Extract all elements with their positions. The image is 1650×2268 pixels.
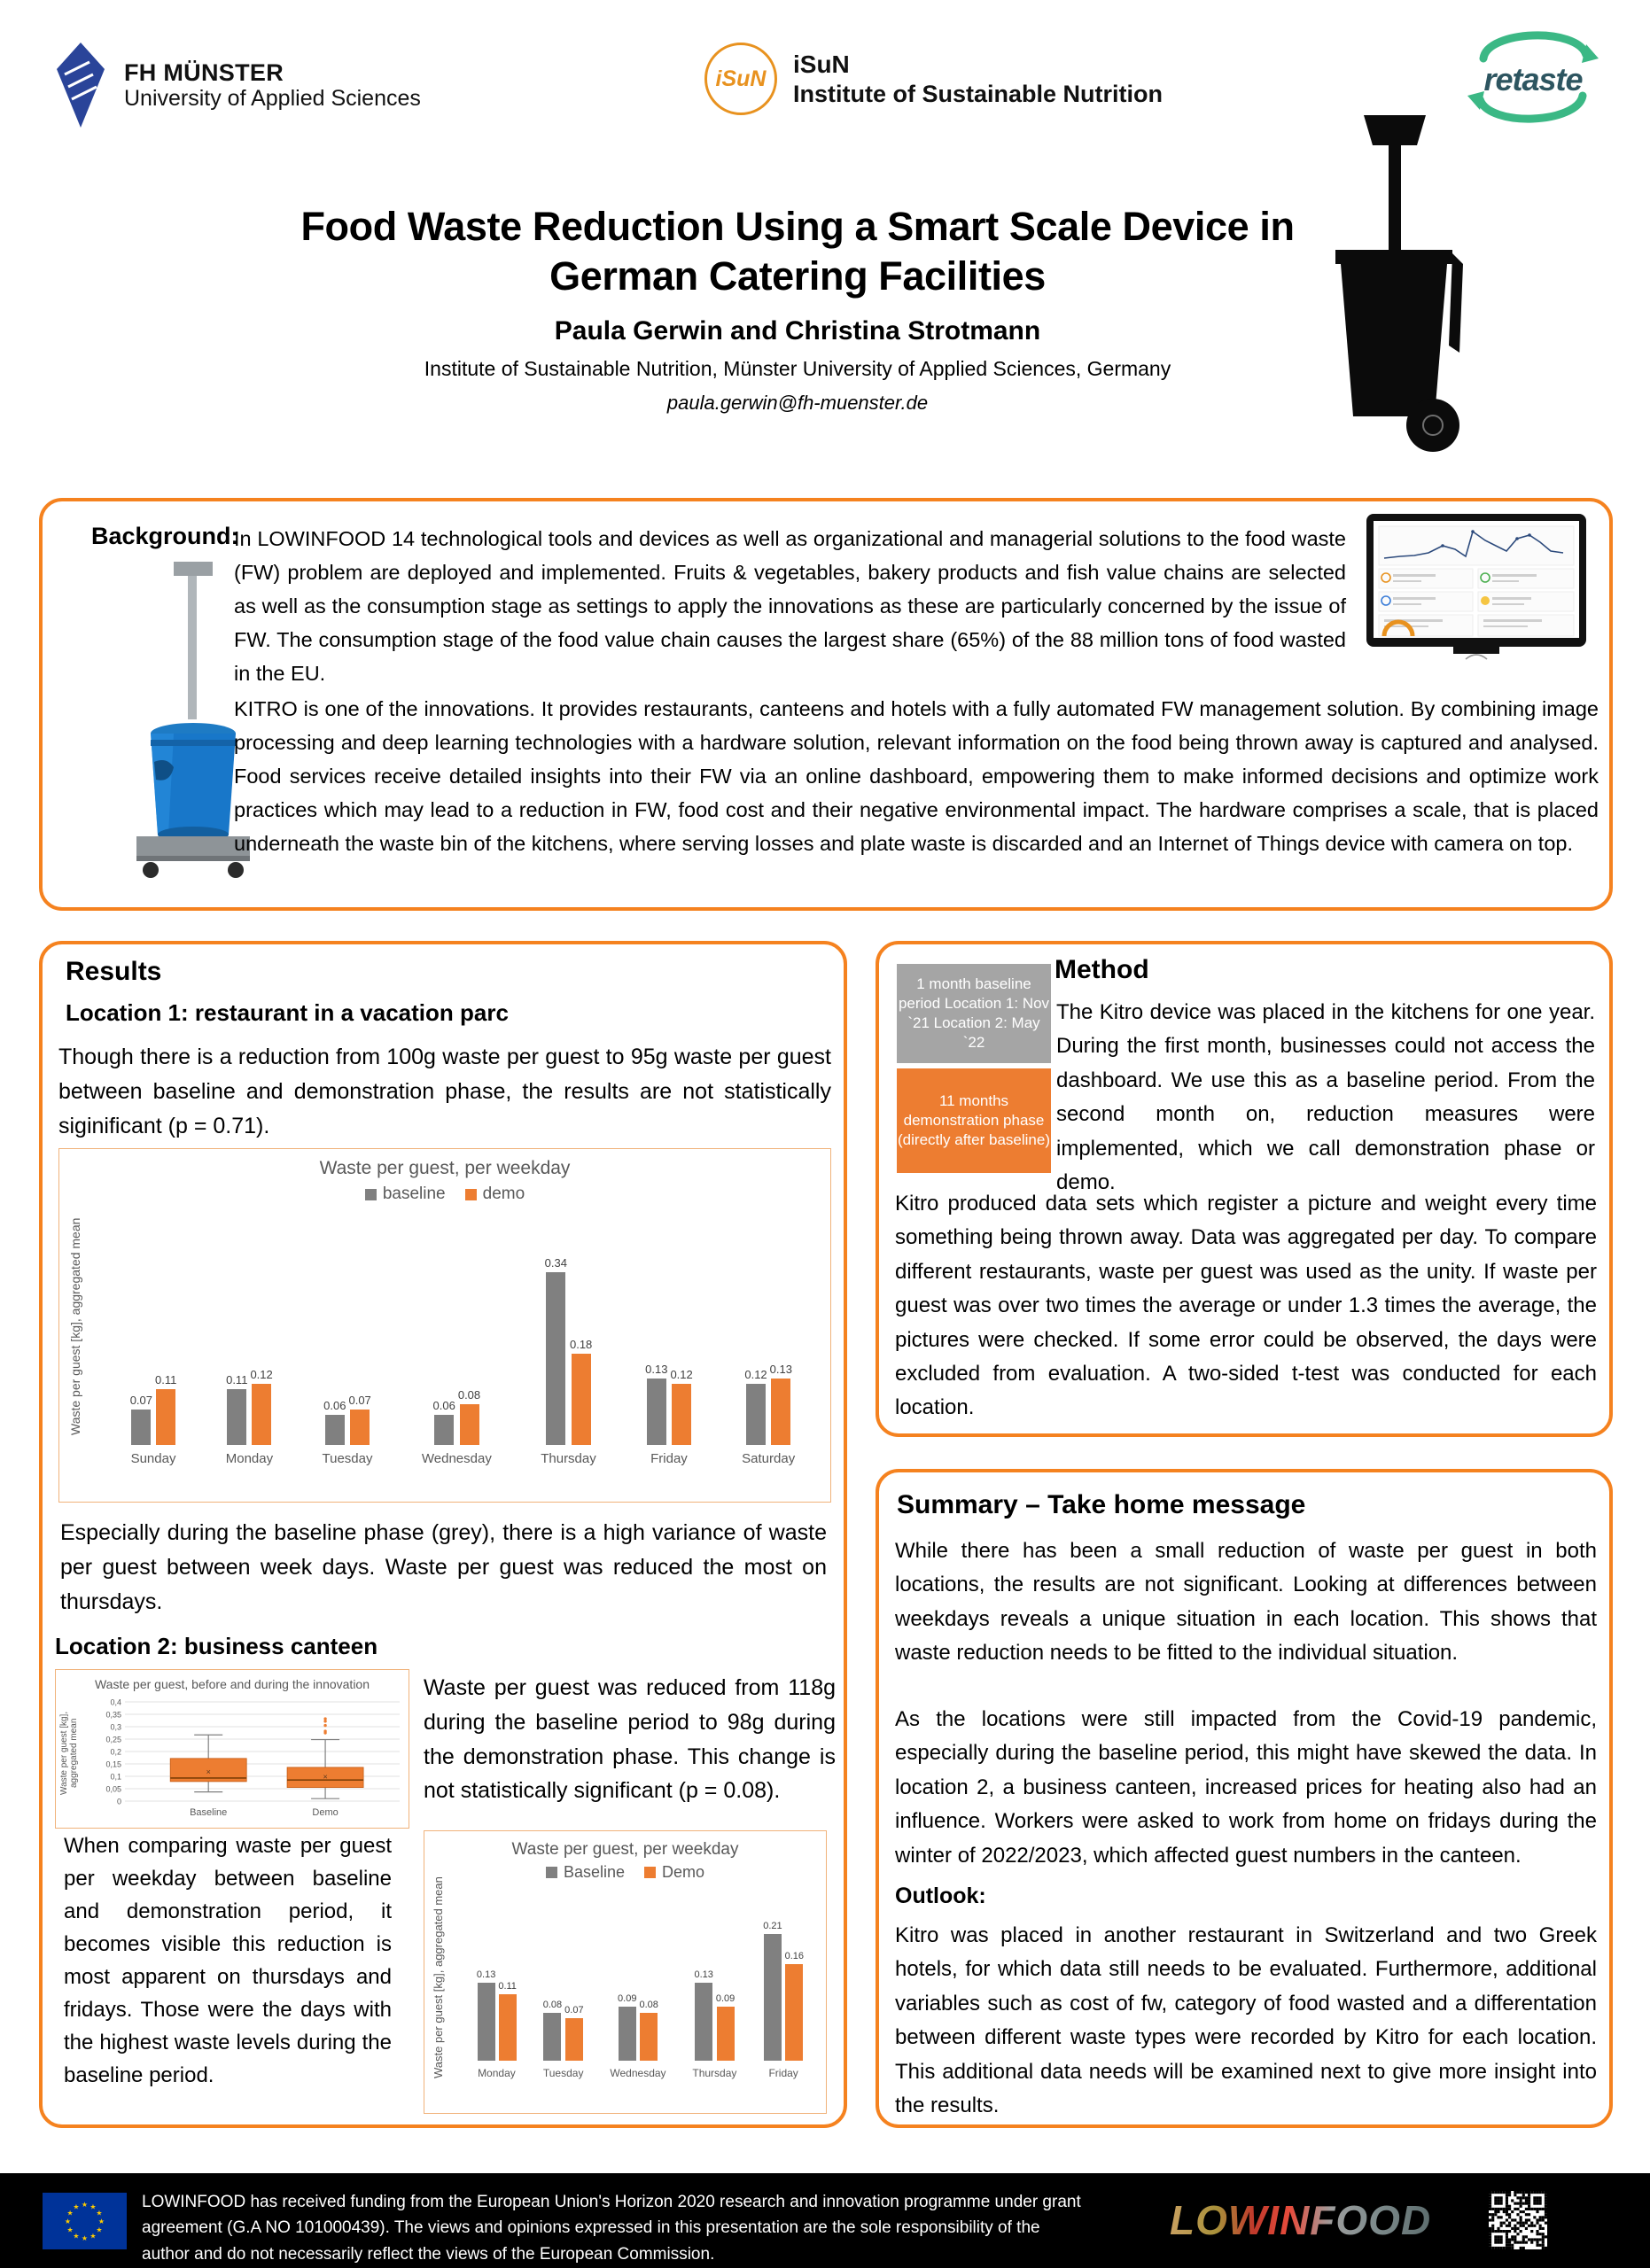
chart-bar-pair	[226, 1227, 273, 1445]
chart-bar-value-label: 0.12	[250, 1368, 273, 1381]
chart-bar-pair	[323, 1227, 371, 1445]
chart1-legend-swatch-1	[465, 1189, 477, 1200]
qr-code-icon[interactable]	[1489, 2191, 1547, 2249]
chart-bar-value-label: 0.11	[226, 1372, 248, 1386]
method-heading: Method	[1055, 955, 1149, 984]
chart-bar-value-label: 0.07	[348, 1393, 371, 1407]
chart2-title: Waste per guest, before and during the innovation	[94, 1677, 370, 1691]
chart2-y-tick-label: 0,25	[105, 1735, 121, 1744]
isun-logo-text	[793, 50, 1163, 108]
chart-bar-wrapper	[639, 1893, 658, 2061]
chart1-y-axis-label: Waste per guest [kg], aggregated mean	[68, 1217, 82, 1435]
chart-category-group	[543, 1893, 584, 2079]
chart-bar-pair	[618, 1893, 658, 2061]
chart-waste-per-weekday-location1	[58, 1148, 831, 1503]
location2-heading: Location 2: business canteen	[55, 1633, 378, 1659]
fh-diamond-icon	[53, 43, 108, 128]
chart3-legend-label-1: Demo	[662, 1863, 705, 1881]
chart-bar-pair	[433, 1227, 481, 1445]
svg-text:★: ★	[81, 2234, 89, 2242]
summary-paragraph-2: As the locations were still impacted from the Covid-19 pandemic, especially during the baseline period, this might have skewed the data. In location 2, a business canteen, increased prices for heating also had an influence. Workers were asked to work from home on fridays during the winter of 2022/2023, which affected guest numbers in the canteen.	[895, 1707, 1597, 1868]
chart2-y-tick-label: 0,15	[105, 1759, 121, 1769]
chart-category-group	[645, 1227, 693, 1466]
chart-bar	[764, 1934, 782, 2061]
chart-category-label: Monday	[225, 1451, 274, 1466]
chart-bar-wrapper	[763, 1893, 782, 2061]
results-paragraph-3: When comparing waste per guest per weekday between baseline and demonstration period, it becomes visible this reduction is most apparent on thursdays and fridays. Those were the days with the highest waste levels during the baseline period.	[64, 1834, 392, 2087]
chart2-box	[170, 1735, 246, 1818]
svg-text:★: ★	[96, 2209, 103, 2218]
chart-bar-wrapper	[716, 1893, 735, 2061]
chart-bar	[717, 2007, 735, 2061]
background-label: Background:	[91, 523, 239, 549]
outlook-heading: Outlook:	[895, 1884, 986, 1908]
chart2-y-tick-label: 0,05	[105, 1784, 121, 1794]
chart-bar-pair	[744, 1227, 792, 1445]
chart-category-label: Wednesday	[421, 1451, 492, 1466]
results-heading: Results	[66, 957, 162, 986]
chart1-plot-area	[105, 1227, 820, 1466]
chart-bar-wrapper	[564, 1893, 583, 2061]
chart2-y-tick-label: 0,2	[110, 1747, 121, 1757]
chart2-y-axis-label: Waste per guest [kg], aggregated mean	[59, 1711, 79, 1796]
chart-bar	[572, 1354, 591, 1446]
chart-bar-value-label: 0.07	[564, 2005, 584, 2016]
poster-email: paula.gerwin@fh-muenster.de	[666, 391, 929, 414]
chart-category-group	[422, 1227, 492, 1466]
timeline-demo-box: 11 months demonstration phase (directly after baseline)	[897, 1068, 1051, 1173]
chart-bar-wrapper	[458, 1227, 480, 1445]
svg-text:★: ★	[90, 2202, 97, 2211]
chart-bar-value-label: 0.08	[639, 1999, 658, 2010]
poster-title: Food Waste Reduction Using a Smart Scale Device in German Catering Facilities	[300, 204, 1295, 299]
summary-paragraph-3: Kitro was placed in another restaurant in Switzerland and two Greek hotels, for which data still needs to be evaluated. Furthermore, additional variables such as cost of fw, category of food wasted and a differentation between different waste types were recorded by Kitro for each location. This additional data needs will be examined next to give more insight into the results.	[895, 1923, 1597, 2117]
chart2-outlier-point	[323, 1729, 326, 1732]
svg-text:★: ★	[90, 2232, 97, 2241]
chart-bar-value-label: 0.13	[476, 1969, 496, 1980]
chart-category-label: Tuesday	[322, 1451, 373, 1466]
footer-funding-text: LOWINFOOD has received funding from the European Union's Horizon 2020 research and innovation programme under grant agreement (G.A NO 101000439). The views and opinions expressed in this presentation are the sole responsibility of the author and do not necessarily reflect the views of the European Commission.	[142, 2193, 1081, 2264]
chart-bar	[460, 1404, 479, 1445]
chart-bar	[771, 1379, 790, 1445]
chart-bar-wrapper	[155, 1227, 176, 1445]
chart-bar-value-label: 0.13	[645, 1363, 668, 1377]
summary-paragraph-1: While there has been a small reduction of waste per guest in both locations, the results are not significant. Looking at differences between weekdays reveals a unique situation in each location. This shows that waste reduction needs to be fitted to the individual situation.	[895, 1539, 1597, 1666]
chart-bar-value-label: 0.08	[457, 1388, 481, 1402]
chart-bar	[252, 1384, 271, 1445]
svg-text:★: ★	[97, 2218, 105, 2225]
chart-category-label: Thursday	[541, 1451, 596, 1466]
chart1-title: Waste per guest, per weekday	[319, 1158, 571, 1178]
chart3-legend	[424, 1863, 826, 1882]
chart-bar	[227, 1389, 246, 1445]
chart2-y-tick-label: 0	[116, 1797, 121, 1806]
waste-bin-icon	[1318, 115, 1486, 461]
chart2-outlier-point	[323, 1724, 326, 1727]
chart2-category-label: Demo	[312, 1807, 339, 1818]
chart-bar-value-label: 0.34	[544, 1255, 567, 1270]
chart-bar-wrapper	[543, 1893, 562, 2061]
svg-text:★: ★	[73, 2232, 80, 2241]
chart-bar-wrapper	[694, 1893, 712, 2061]
chart3-legend-item-1	[644, 1863, 704, 1882]
chart1-legend-label-0: baseline	[382, 1184, 446, 1203]
chart-bar	[325, 1415, 345, 1446]
chart-category-group	[323, 1227, 373, 1466]
results-paragraph-2: Especially during the baseline phase (grey), there is a high variance of waste per guest between week days. Waste per guest was reduced the most on thursdays.	[60, 1520, 827, 1614]
chart-bar-wrapper	[250, 1227, 272, 1445]
chart2-outlier-point	[323, 1717, 326, 1720]
isun-logo-line1: iSuN	[793, 50, 850, 78]
svg-text:★: ★	[73, 2202, 80, 2211]
chart3-plot-area	[463, 1893, 817, 2079]
chart-bar-wrapper	[226, 1227, 247, 1445]
chart3-legend-item-0	[546, 1863, 625, 1882]
chart2-y-tick-label: 0,3	[110, 1722, 121, 1732]
background-paragraph-1: In LOWINFOOD 14 technological tools and devices as well as organizational and managerial solutions to the food waste (FW) problem are deployed and implemented. Fruits & vegetables, bakery products and fish value chains are selected as well as the consumption stage as settings to apply the innovations as these are particularly concerned by the issue of FW. The consumption stage of the food value chain causes the largest share (65%) of the 88 million tons of food wasted in the EU.	[234, 527, 1346, 686]
chart-bar-wrapper	[645, 1227, 667, 1445]
chart-bar-wrapper	[433, 1227, 455, 1445]
lowinfood-wordmark: LOWINFOOD	[1170, 2197, 1432, 2243]
retaste-wordmark: retaste	[1483, 61, 1583, 97]
chart-category-label: Thursday	[692, 2067, 737, 2079]
chart-bar-value-label: 0.13	[769, 1363, 792, 1377]
background-paragraph-2: KITRO is one of the innovations. It provides restaurants, canteens and hotels with a fully automated FW management solution. By combining image processing and deep learning technologies with a hardware solution, relevant information on the food being thrown away is captured and analysed. Food services receive detailed insights into their FW via an online dashboard, empowering them to make informed decisions and optimize work practices which may lead to a reduction in FW, food cost and their negative environmental impact. The hardware comprises a scale, that is placed underneath the waste bin of the kitchens, where serving losses and plate waste is discarded and an Internet of Things device with camera on top.	[234, 697, 1599, 856]
fh-logo-line1: FH MÜNSTER	[124, 58, 284, 86]
chart-bar-wrapper	[130, 1227, 152, 1445]
chart-bar-value-label: 0.12	[744, 1368, 767, 1381]
chart-bar	[499, 1994, 517, 2061]
results-paragraph-4: Waste per guest was reduced from 118g during the baseline period to 98g during the demonstration phase. This change is not statistically significant (p = 0.08).	[424, 1675, 836, 1804]
chart-bar-wrapper	[770, 1227, 792, 1445]
background-panel	[39, 498, 1613, 911]
chart-bar-value-label: 0.08	[542, 1999, 563, 2010]
fh-muenster-logo	[53, 43, 421, 128]
svg-text:★: ★	[81, 2201, 89, 2209]
chart-bar-value-label: 0.11	[155, 1372, 177, 1386]
chart3-legend-swatch-1	[644, 1867, 656, 1878]
chart-bar-pair	[543, 1893, 584, 2061]
chart-bar	[543, 2013, 561, 2061]
chart3-y-axis-label: Waste per guest [kg], aggregated mean	[432, 1876, 445, 2078]
chart2-y-tick-label: 0,35	[105, 1710, 121, 1720]
chart-bar-wrapper	[670, 1227, 692, 1445]
chart-bar	[131, 1410, 151, 1445]
method-panel	[876, 941, 1613, 1437]
chart-bar-value-label: 0.06	[323, 1398, 346, 1412]
summary-heading: Summary – Take home message	[897, 1490, 1306, 1519]
chart-bar-wrapper	[498, 1893, 517, 2061]
chart3-title: Waste per guest, per weekday	[511, 1840, 739, 1859]
chart-bar	[565, 2018, 583, 2061]
chart-bar-wrapper	[323, 1227, 346, 1445]
chart-waste-per-weekday-location2	[424, 1830, 827, 2114]
chart-bar-wrapper	[785, 1893, 804, 2061]
eu-flag-icon	[43, 2193, 127, 2249]
chart-bar-value-label: 0.09	[618, 1992, 637, 2004]
chart-bar-value-label: 0.06	[432, 1398, 455, 1412]
isun-logo	[704, 43, 1163, 115]
chart-category-group	[226, 1227, 273, 1466]
chart2-plot-area	[102, 1697, 403, 1821]
chart-bar-wrapper	[477, 1893, 495, 2061]
chart-bar-pair	[694, 1893, 735, 2061]
svg-text:★: ★	[64, 2218, 72, 2225]
chart-category-label: Wednesday	[610, 2067, 666, 2079]
chart-bar-pair	[645, 1227, 693, 1445]
results-panel	[39, 941, 847, 2128]
svg-text:★: ★	[66, 2209, 74, 2218]
chart-bar-value-label: 0.12	[670, 1368, 693, 1381]
chart-bar	[746, 1384, 766, 1445]
chart2-mean-marker: ×	[206, 1767, 211, 1776]
method-paragraph-1: The Kitro device was placed in the kitchens for one year. During the first month, businesses could not access the dashboard. We use this as a baseline period. From the second month on, reduction measures were implemented, which we call demonstration phase or demo.	[1056, 1000, 1595, 1194]
kitro-dashboard-screenshot	[1361, 512, 1592, 672]
poster-title-block	[266, 202, 1329, 415]
results-paragraph-1: Though there is a reduction from 100g waste per guest to 95g waste per guest between baseline and demonstration phase, the results are not statistically siginificant (p = 0.71).	[58, 1045, 831, 1138]
chart1-legend-item-0	[365, 1184, 446, 1204]
chart-bar	[647, 1379, 666, 1445]
chart-category-group	[130, 1227, 177, 1466]
chart-bar-value-label: 0.09	[715, 1992, 735, 2004]
chart-bar	[640, 2013, 658, 2061]
summary-panel	[876, 1469, 1613, 2128]
isun-logo-line2: Institute of Sustainable Nutrition	[793, 80, 1163, 107]
chart-bar	[478, 1983, 495, 2061]
timeline-baseline-box: 1 month baseline period Location 1: Nov `21 Location 2: May `22	[897, 964, 1051, 1063]
chart-bar-pair	[545, 1227, 593, 1445]
svg-text:★: ★	[96, 2225, 103, 2234]
fh-logo-text	[124, 59, 421, 111]
chart2-category-label: Baseline	[190, 1807, 228, 1818]
chart1-legend-item-1	[465, 1184, 525, 1204]
chart-bar-value-label: 0.21	[763, 1921, 782, 1932]
chart-bar	[619, 2007, 636, 2061]
chart2-y-tick-label: 0,4	[110, 1697, 121, 1707]
chart-boxplot-location2	[55, 1669, 409, 1829]
chart-category-group	[541, 1227, 596, 1466]
chart-category-group	[477, 1893, 517, 2079]
poster-affiliation: Institute of Sustainable Nutrition, Münster University of Applied Sciences, Germany	[424, 356, 1171, 380]
poster-authors: Paula Gerwin and Christina Strotmann	[554, 315, 1041, 346]
chart-category-label: Friday	[650, 1451, 688, 1466]
chart2-box	[287, 1717, 363, 1818]
chart-bar	[546, 1272, 565, 1446]
chart-bar-value-label: 0.16	[784, 1951, 805, 1962]
chart-category-label: Sunday	[130, 1451, 176, 1466]
fh-logo-line2: University of Applied Sciences	[124, 86, 421, 112]
chart-bar-wrapper	[348, 1227, 370, 1445]
chart-category-group	[692, 1893, 736, 2079]
svg-text:★: ★	[66, 2225, 74, 2234]
chart-bar	[672, 1384, 691, 1445]
chart-bar-wrapper	[744, 1227, 767, 1445]
chart-category-label: Monday	[478, 2067, 516, 2079]
chart1-legend	[59, 1184, 830, 1204]
isun-circle-icon: iSuN	[704, 43, 777, 115]
chart-category-label: Tuesday	[542, 2067, 584, 2079]
chart-bar	[695, 1983, 712, 2061]
chart1-legend-swatch-0	[365, 1189, 377, 1200]
chart-bar-value-label: 0.18	[569, 1337, 593, 1351]
chart-bar-wrapper	[618, 1893, 636, 2061]
chart-bar-pair	[130, 1227, 177, 1445]
chart1-legend-label-1: demo	[482, 1184, 525, 1203]
chart-bar-wrapper	[545, 1227, 567, 1445]
chart-bar	[350, 1410, 370, 1445]
method-paragraph-2: Kitro produced data sets which register a picture and weight every time something being thrown away. Data was aggregated per day. To compare different restaurants, waste per guest was used as the unity. If waste per guest was over two times the average or under 1.3 times the average, the pictures were checked. If some error could be observed, the days were excluded from evaluation. A two-sided t-test was conducted for each location.	[895, 1192, 1597, 1420]
chart-bar	[785, 1964, 803, 2061]
chart-bar-value-label: 0.07	[129, 1393, 152, 1407]
chart2-y-tick-label: 0,1	[110, 1772, 121, 1782]
chart-bar-value-label: 0.11	[498, 1981, 517, 1992]
location1-heading: Location 1: restaurant in a vacation parc	[66, 999, 509, 1026]
chart-bar	[434, 1415, 454, 1446]
chart-bar-wrapper	[570, 1227, 592, 1445]
chart-bar-pair	[763, 1893, 804, 2061]
chart-bar	[156, 1389, 175, 1445]
chart-category-group	[763, 1893, 804, 2079]
chart-bar-pair	[477, 1893, 517, 2061]
chart2-mean-marker: ×	[323, 1772, 328, 1782]
chart-bar-value-label: 0.13	[694, 1969, 713, 1980]
chart-category-group	[742, 1227, 795, 1466]
chart-category-label: Saturday	[742, 1451, 796, 1466]
chart-category-group	[610, 1893, 665, 2079]
chart3-legend-swatch-0	[546, 1867, 557, 1878]
chart3-legend-label-0: Baseline	[563, 1863, 626, 1881]
footer-bar	[0, 2173, 1650, 2268]
lowinfood-logo	[1170, 2196, 1432, 2248]
chart-category-label: Friday	[768, 2067, 798, 2079]
